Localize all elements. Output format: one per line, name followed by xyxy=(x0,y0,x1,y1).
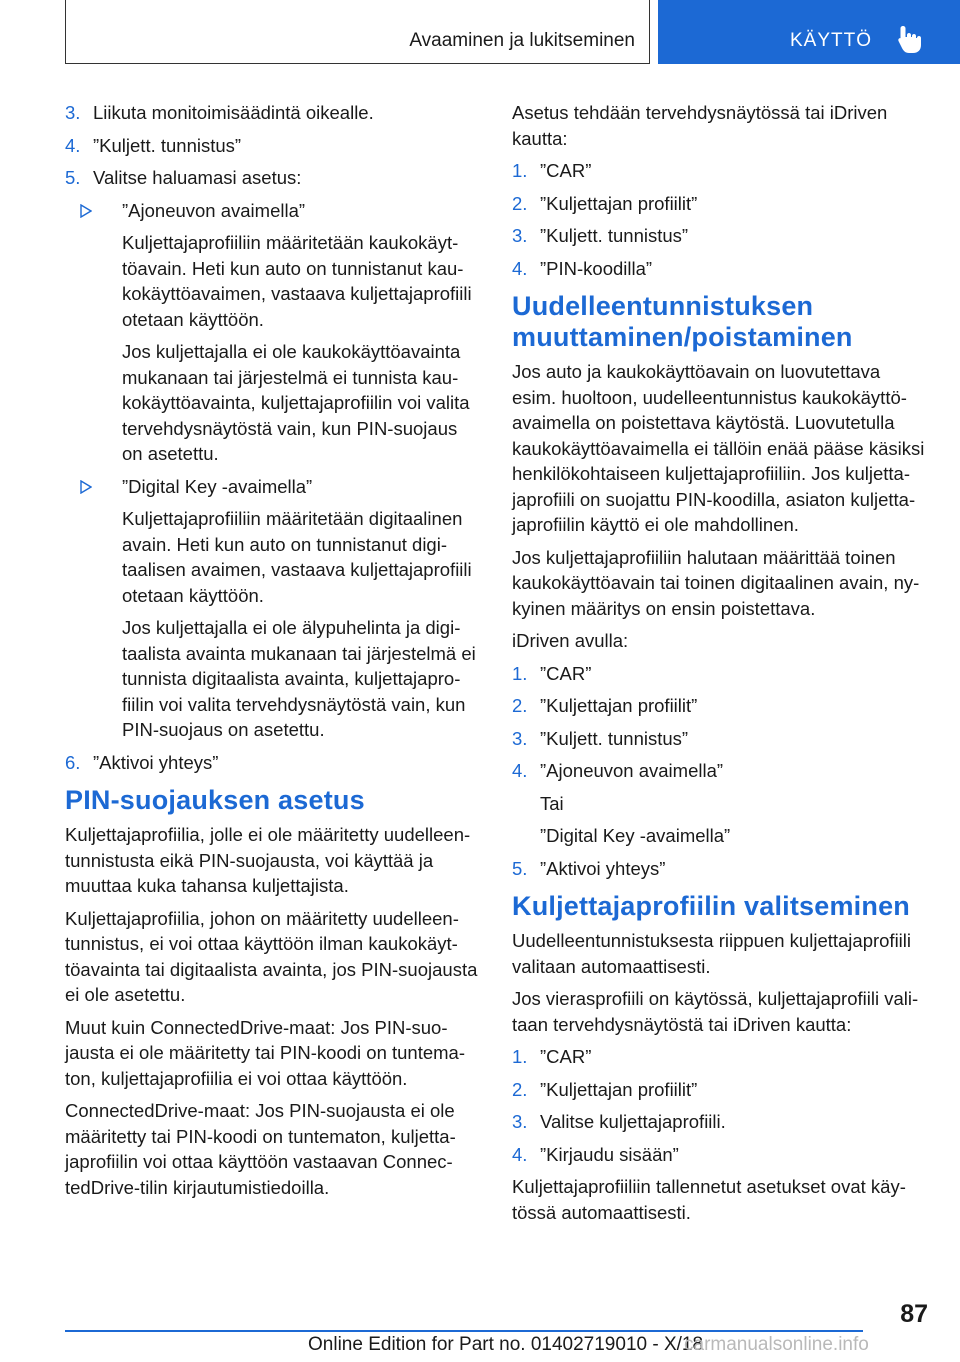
list-item xyxy=(65,165,480,191)
paragraph: Muut kuin ConnectedDrive-maat: Jos PIN-suojausta ei ole määritetty tai PIN-koodi on tuntematon, kuljettajaprofiilia ei voi ottaa käyttöön. xyxy=(65,1016,466,1089)
paragraph: Kuljettajaprofiilia, jolle ei ole määritetty uudelleentunnistusta eikä PIN-suojausta, voi käyttää ja muuttaa kuka tahansa kuljettajista. xyxy=(65,824,471,896)
step-text: ”PIN-koodilla” xyxy=(540,257,653,279)
step-number: 3. xyxy=(512,225,528,246)
alternative-word: Tai xyxy=(540,792,564,814)
step-number: 1. xyxy=(512,662,528,684)
chapter-tab-label: KÄYTTÖ xyxy=(790,30,873,51)
list-item xyxy=(512,256,927,282)
step-text: ”Kuljett. tunnistus” xyxy=(93,134,242,156)
list-item xyxy=(65,750,480,776)
paragraph: Jos vierasprofiili on käytössä, kuljettajaprofiili valitaan tervehdysnäytöstä tai iDriven kautta: xyxy=(512,988,919,1035)
step-number: 5. xyxy=(512,857,528,879)
option-description: Kuljettajaprofiiliin määritetään digitaalinen avain. Heti kun auto on tunnistanut digitaalisen avaimen, vastaava kuljettajaprofiili otetaan käyttöön. xyxy=(122,508,472,606)
step-text: ”Kuljett. tunnistus” xyxy=(540,727,689,749)
paragraph: Jos auto ja kaukokäyttöavain on luovutettava esim. huoltoon, uudelleentunnistus kaukokäyttöavaimella on poistettava käytöstä. Luovutetulla kaukokäyttöavaimella ei tällöin enää pääse käsiksi henkilökohtaiseen kuljettajaprofiiliin. Jos kuljettajaprofiili on suojattu PIN-koodilla, asiaton kuljettajaprofiilin käyttö ei ole mahdollinen. xyxy=(512,361,925,535)
option-item xyxy=(65,474,480,500)
step-number: 2. xyxy=(512,1078,528,1100)
option-label: ”Ajoneuvon avaimella” xyxy=(122,199,306,221)
step-text: ”CAR” xyxy=(540,1046,592,1067)
step-number: 6. xyxy=(65,751,81,773)
step-text: ”Kuljettajan profiilit” xyxy=(540,192,698,214)
chapter-tab xyxy=(658,0,960,64)
list-item xyxy=(65,133,480,159)
alternative-option: ”Digital Key -avaimella” xyxy=(540,825,731,846)
option-description: Kuljettajaprofiiliin määritetään kaukokäyttöavain. Heti kun auto on tunnistanut kaukokäyttöavaimen, vastaava kuljettajaprofiili otetaan käyttöön. xyxy=(122,232,472,330)
list-item xyxy=(512,726,927,752)
step-text: ”Kuljettajan profiilit” xyxy=(540,695,698,716)
paragraph: ConnectedDrive-maat: Jos PIN-suojausta ei ole määritetty tai PIN-koodi on tuntematon, kuljettajaprofiilin voi ottaa käyttöön vastaavan ConnectedDrive-tilin kirjautumistiedoilla. xyxy=(65,1100,456,1198)
right-column xyxy=(512,100,927,1232)
list-item xyxy=(512,223,927,249)
footer-watermark[interactable]: carmanualsonline.info xyxy=(684,1334,869,1355)
step-number: 4. xyxy=(512,1143,528,1165)
paragraph: Asetus tehdään tervehdysnäytössä tai iDriven kautta: xyxy=(512,102,888,149)
step-number: 2. xyxy=(512,695,528,716)
hand-icon xyxy=(896,24,924,54)
step-number: 2. xyxy=(512,192,528,214)
list-item xyxy=(512,191,927,217)
step-number: 3. xyxy=(512,727,528,749)
triangle-bullet-icon xyxy=(80,204,92,218)
step-text: ”Aktivoi yhteys” xyxy=(540,857,666,879)
step-number: 1. xyxy=(512,160,528,181)
option-description: Jos kuljettajalla ei ole kaukokäyttöavainta mukanaan tai järjestelmä ei tunnista kaukokäyttöavainta, kuljettajaprofiilin voi valita tervehdysnäytöstä vain, kun PIN-suojaus on asetettu. xyxy=(122,341,470,464)
step-text: ”Kuljettajan profiilit” xyxy=(540,1078,698,1100)
section-heading-pin: PIN-suojauksen asetus xyxy=(65,785,365,815)
left-column xyxy=(65,100,480,1207)
footer-edition: Online Edition for Part no. 01402719010 - X/18 xyxy=(308,1334,704,1355)
step-text: ”Kirjaudu sisään” xyxy=(540,1143,679,1165)
step-number: 4. xyxy=(512,257,528,279)
section-heading-remove: Uudelleentunnistuksen muuttaminen/poistaminen xyxy=(512,291,853,352)
list-item xyxy=(512,1109,927,1135)
list-item xyxy=(512,1044,927,1070)
paragraph: Jos kuljettajaprofiiliin halutaan määrittää toinen kaukokäyttöavain tai toinen digitaalinen avain, nykyinen määritys on ensin poistettava. xyxy=(512,546,920,619)
paragraph: Uudelleentunnistuksesta riippuen kuljettajaprofiili valitaan automaattisesti. xyxy=(512,930,912,977)
step-text: ”Ajoneuvon avaimella” xyxy=(540,760,724,781)
list-item xyxy=(65,100,480,126)
paragraph: Kuljettajaprofiiliin tallennetut asetukset ovat käytössä automaattisesti. xyxy=(512,1176,906,1223)
step-text: Valitse kuljettajaprofiili. xyxy=(540,1111,726,1132)
list-item xyxy=(512,693,927,719)
footer-rule xyxy=(65,1330,863,1332)
step-number: 4. xyxy=(65,134,81,156)
step-text: Valitse haluamasi asetus: xyxy=(93,167,302,188)
option-label: ”Digital Key -avaimella” xyxy=(122,475,313,497)
step-text: ”Aktivoi yhteys” xyxy=(93,751,219,773)
header-section-box xyxy=(65,0,650,64)
step-number: 4. xyxy=(512,760,528,781)
page-number: 87 xyxy=(900,1300,928,1328)
step-text: ”CAR” xyxy=(540,662,592,684)
list-item xyxy=(512,856,927,882)
step-number: 1. xyxy=(512,1046,528,1067)
triangle-bullet-icon xyxy=(80,480,92,494)
list-item xyxy=(512,158,927,184)
section-title: Avaaminen ja lukitseminen xyxy=(409,30,635,51)
list-item xyxy=(512,661,927,687)
section-heading-select: Kuljettajaprofiilin valitseminen xyxy=(512,891,910,921)
step-number: 5. xyxy=(65,167,81,188)
paragraph: iDriven avulla: xyxy=(512,630,629,651)
list-item xyxy=(512,758,927,784)
step-text: Liikuta monitoimisäädintä oikealle. xyxy=(93,102,374,123)
step-text: ”CAR” xyxy=(540,160,592,181)
list-item xyxy=(512,1142,927,1168)
option-item xyxy=(65,198,480,224)
option-description: Jos kuljettajalla ei ole älypuhelinta ja digitaalista avainta mukanaan tai järjestelmä ei tunnista digitaalista avainta, kuljettajaprofiilin voi valita tervehdysnäytöstä vain, kun PIN-suojaus on asetettu. xyxy=(122,617,476,740)
list-item xyxy=(512,1077,927,1103)
step-text: ”Kuljett. tunnistus” xyxy=(540,225,689,246)
step-number: 3. xyxy=(65,102,81,123)
step-number: 3. xyxy=(512,1111,528,1132)
paragraph: Kuljettajaprofiilia, johon on määritetty uudelleentunnistus, ei voi ottaa käyttöön ilman kaukokäyttöavainta tai digitaalista avainta, jos PIN-suojausta ei ole asetettu. xyxy=(65,907,478,1005)
